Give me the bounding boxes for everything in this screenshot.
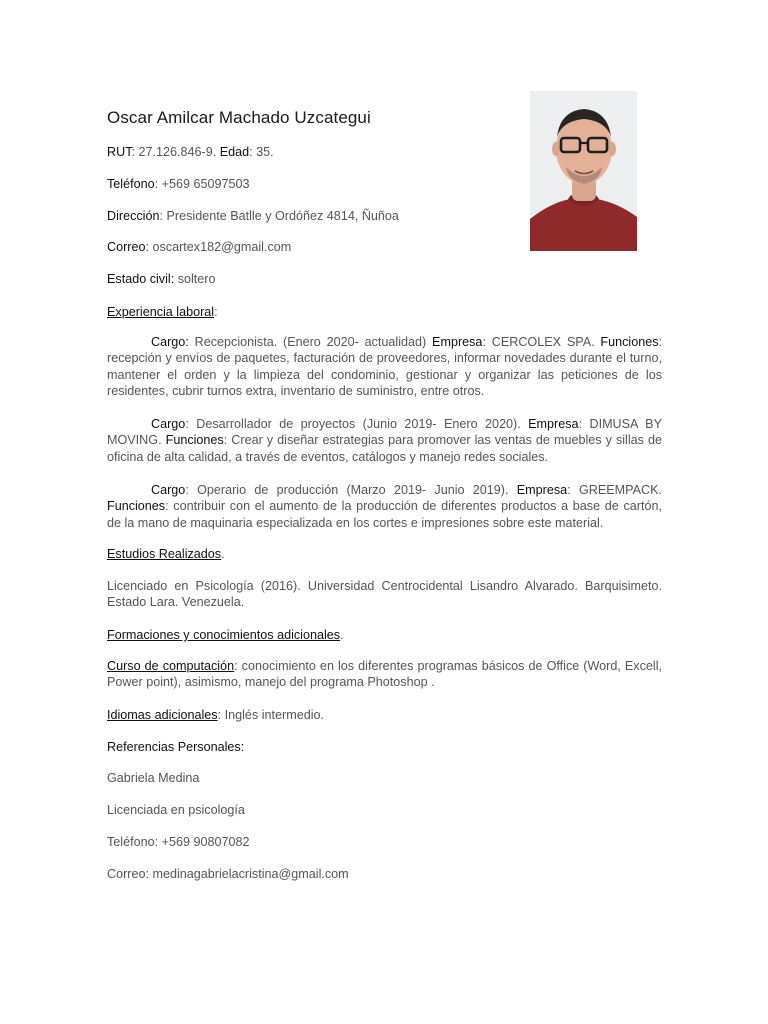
marital-status-value: soltero	[174, 272, 216, 286]
job-funciones-value: : Crear y diseñar estrategias para promover las ventas de muebles y sillas de oficina de alta calidad, a través de eventos, catálogos y manejo redes sociales.	[107, 433, 662, 464]
phone-value: : +569 65097503	[154, 177, 250, 191]
job-cargo-label: Cargo:	[151, 335, 189, 349]
job-funciones-value: : contribuir con el aumento de la producción de diferentes productos a base de cartón, de la mano de maquinaria especializada en los cortes e impresiones sobre este material.	[107, 499, 662, 530]
studies-text: Licenciado en Psicología (2016). Universidad Centrocidental Lisandro Alvarado. Barquisimeto. Estado Lara. Venezuela.	[107, 579, 662, 610]
job-funciones-label: Funciones	[600, 335, 659, 349]
address-label: Dirección	[107, 209, 160, 223]
training-heading: Formaciones y conocimientos adicionales.	[107, 628, 344, 642]
reference-name: Gabriela Medina	[107, 771, 200, 785]
job-funciones-label: Funciones	[107, 499, 166, 514]
profile-photo	[530, 91, 637, 251]
email-line	[107, 240, 291, 254]
candidate-name: Oscar Amilcar Machado Uzcategui	[107, 108, 371, 127]
email-value: : oscartex182@gmail.com	[145, 240, 292, 254]
job-empresa-value: : CERCOLEX SPA.	[482, 335, 601, 349]
job-cargo-value: : Desarrollador de proyectos (Junio 2019- Enero 2020).	[185, 417, 529, 431]
job-funciones-label: Funciones	[165, 433, 224, 448]
job-funciones-value: : recepción y envíos de paquetes, facturación de proveedores, informar novedades durante el turno, mantener el orden y la limpieza del condominio, gestionar y organizar las peticiones de los residentes, cubrir turnos extra, inventario de suministro, entre otros.	[107, 335, 663, 399]
job-cargo-label: Cargo	[151, 483, 186, 497]
computer-course	[107, 658, 662, 691]
rut-age-line	[107, 145, 274, 159]
job-entry	[107, 482, 662, 531]
reference-email: Correo: medinagabrielacristina@gmail.com	[107, 867, 349, 881]
age-value: : 35.	[249, 145, 274, 159]
address-value: : Presidente Batlle y Ordóñez 4814, Ñuñoa	[159, 209, 399, 223]
job-cargo-value: : Operario de producción (Marzo 2019- Junio 2019).	[185, 483, 517, 497]
marital-status-label: Estado civil:	[107, 272, 175, 286]
job-entry	[107, 334, 662, 400]
job-cargo-value: Recepcionista. (Enero 2020- actualidad)	[188, 335, 433, 349]
languages-line	[107, 708, 324, 722]
age-label: Edad	[219, 145, 250, 159]
job-empresa-label: Empresa	[516, 483, 568, 497]
references-heading: Referencias Personales:	[107, 740, 245, 754]
profile-photo-image	[530, 91, 637, 251]
address-line	[107, 209, 399, 223]
studies-heading: Estudios Realizados.	[107, 547, 225, 561]
training-heading-text: Formaciones y conocimientos adicionales	[107, 628, 341, 642]
languages-label: Idiomas adicionales	[107, 708, 218, 722]
job-entry	[107, 416, 662, 465]
job-empresa-label: Empresa	[432, 335, 483, 349]
reference-title: Licenciada en psicología	[107, 803, 245, 817]
rut-label: RUT	[107, 145, 132, 159]
job-empresa-value: : DIMUSA BY MOVING.	[107, 417, 662, 448]
experience-heading-text: Experiencia laboral	[107, 305, 215, 319]
languages-value: : Inglés intermedio.	[217, 708, 325, 722]
computer-course-value: : conocimiento en los diferentes programas básicos de Office (Word, Excell, Power point), asimismo, manejo del programa Photoshop .	[107, 659, 662, 690]
reference-phone: Teléfono: +569 90807082	[107, 835, 250, 849]
phone-label: Teléfono	[107, 177, 155, 191]
job-empresa-label: Empresa	[528, 417, 579, 431]
job-empresa-value: : GREEMPACK.	[567, 483, 662, 497]
phone-line	[107, 177, 250, 191]
computer-course-label: Curso de computación	[107, 659, 235, 673]
job-cargo-label: Cargo	[151, 417, 186, 431]
email-label: Correo	[107, 240, 146, 254]
marital-status-line	[107, 272, 216, 286]
studies-heading-text: Estudios Realizados	[107, 547, 222, 561]
experience-heading: Experiencia laboral:	[107, 305, 218, 319]
rut-value: : 27.126.846-9.	[131, 145, 220, 159]
